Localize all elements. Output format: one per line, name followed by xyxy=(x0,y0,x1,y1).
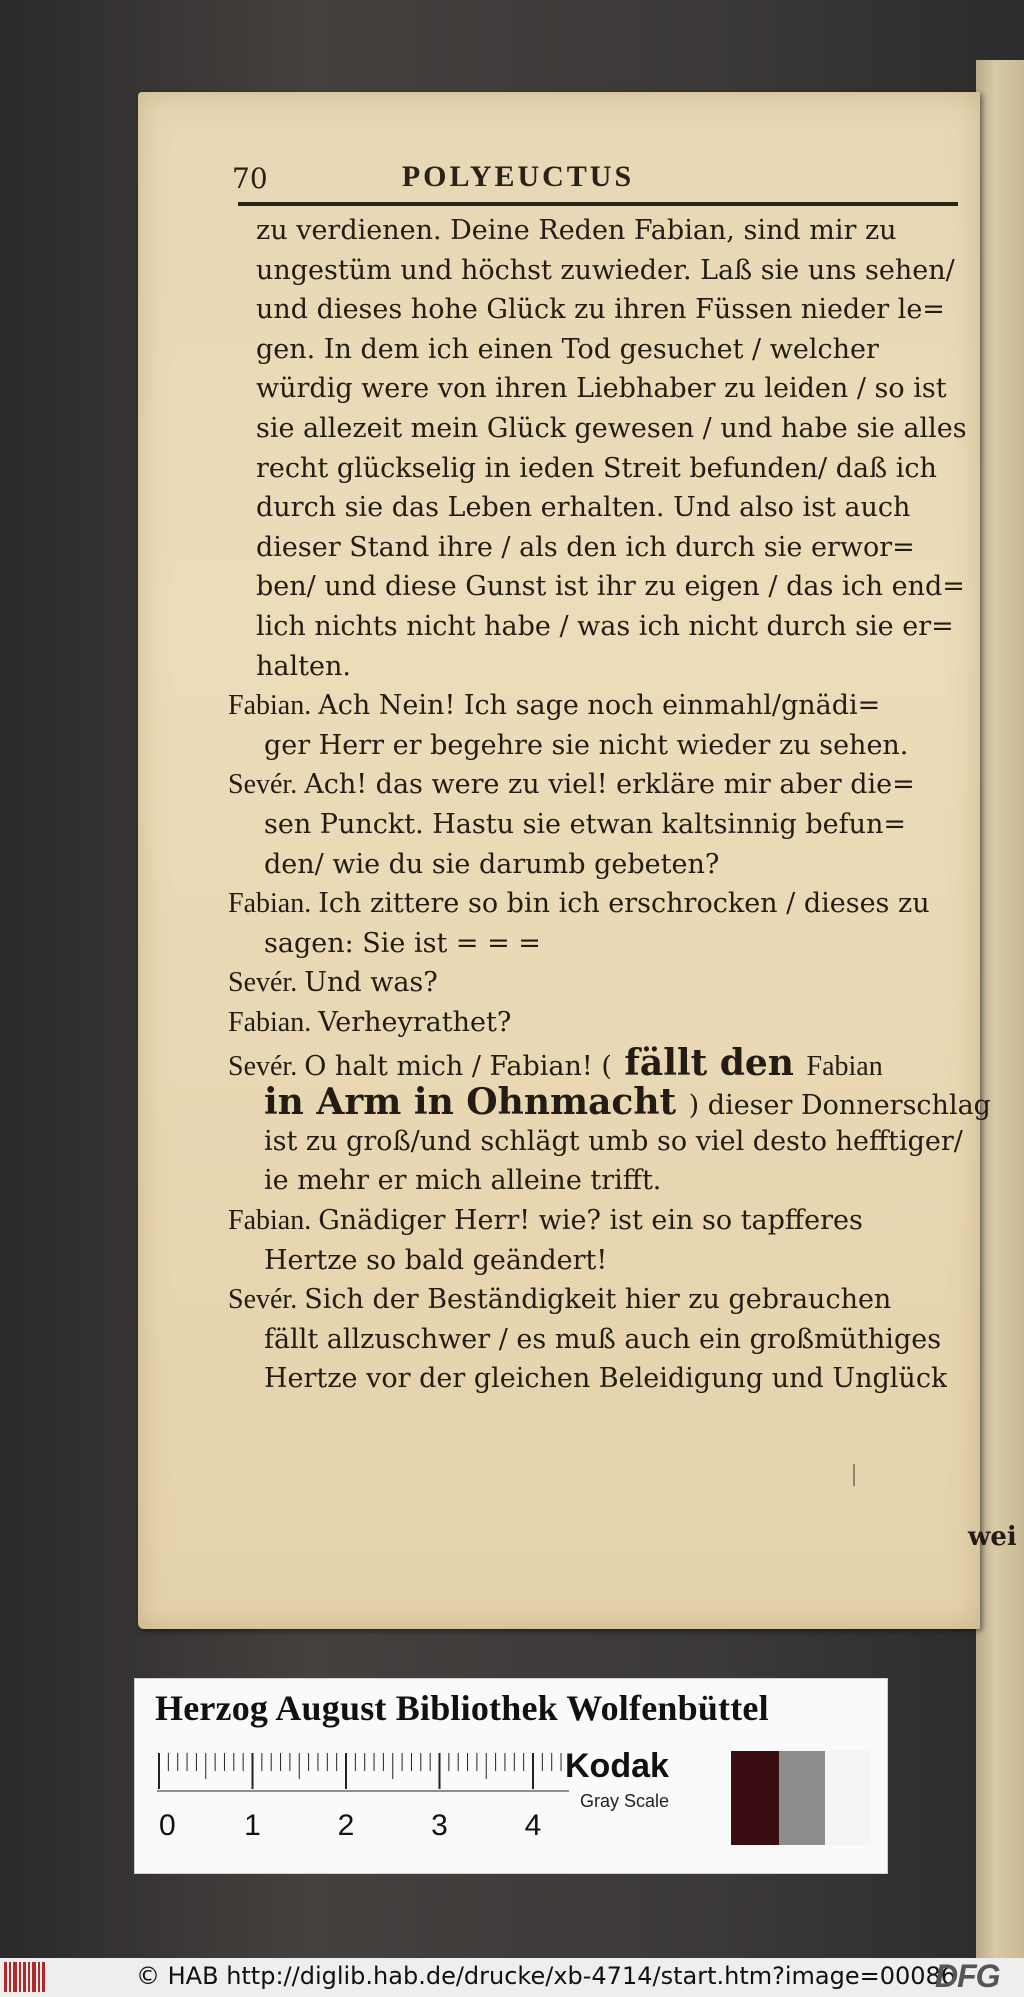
text-line xyxy=(256,529,915,569)
text-line xyxy=(228,766,915,806)
text-line xyxy=(228,964,438,1004)
text-line xyxy=(264,1123,963,1163)
next-page-edge xyxy=(976,60,1024,1960)
line-text: und dieses hohe Glück zu ihren Füssen nieder le= xyxy=(256,294,945,326)
line-text: ie mehr er mich alleine trifft. xyxy=(264,1165,662,1197)
line-text: halten. xyxy=(256,650,351,682)
line-text: Gnädiger Herr! wie? ist ein so tapfferes xyxy=(318,1205,863,1236)
gray-scale-label: Gray Scale xyxy=(580,1791,670,1811)
line-text: den/ wie du sie darumb gebeten? xyxy=(264,848,720,880)
line-text: ungestüm und höchst zuwieder. Laß sie uns sehen/ xyxy=(256,254,955,286)
speaker-name: Fabian. xyxy=(228,888,319,920)
stage-direction-name: Fabian xyxy=(806,1050,883,1082)
library-name: Herzog August Bibliothek Wolfenbüttel xyxy=(155,1688,769,1728)
line-text: Ach Nein! Ich sage noch einmahl/gnädi= xyxy=(318,690,881,722)
speaker-name: Fabian. xyxy=(228,1007,319,1038)
text-line xyxy=(228,1044,883,1084)
ruler-label: 3 xyxy=(431,1809,448,1842)
text-line xyxy=(264,1360,947,1400)
text-line xyxy=(256,608,954,648)
text-line xyxy=(256,410,967,450)
speaker-name: Sevér. xyxy=(228,769,305,801)
text-line xyxy=(256,450,937,490)
line-text: Sich der Beständigkeit hier zu gebrauchen xyxy=(304,1284,892,1316)
text-line xyxy=(256,212,897,252)
line-text: ger Herr er begehre sie nicht wieder zu sehen. xyxy=(264,729,909,761)
line-text: Ich zittere so bin ich erschrocken / dieses zu xyxy=(318,888,930,920)
text-line xyxy=(264,1162,661,1202)
stage-direction: fällt den xyxy=(611,1043,807,1084)
patch-black xyxy=(731,1751,779,1845)
text-line xyxy=(228,1281,891,1321)
line-text: Hertze vor der gleichen Beleidigung und Unglück xyxy=(264,1363,948,1395)
line-text: sen Punckt. Hastu sie etwan kaltsinnig befun= xyxy=(264,809,907,840)
stage-direction: in Arm in Ohnmacht xyxy=(264,1083,689,1124)
speaker-name: Sevér. xyxy=(228,967,305,999)
speaker-name: Sevér. xyxy=(228,1284,305,1316)
dfg-logo: DFG xyxy=(935,1958,1000,1994)
text-line xyxy=(256,252,955,292)
line-text: sie allezeit mein Glück gewesen / und habe sie alles xyxy=(256,413,967,444)
page-number: 70 xyxy=(232,162,268,195)
ruler-label: 0 xyxy=(159,1809,176,1842)
text-line xyxy=(256,291,945,331)
text-line xyxy=(228,885,930,925)
text-line xyxy=(264,727,908,767)
line-text: Und was? xyxy=(304,967,438,999)
catchword: wei xyxy=(968,1522,1017,1552)
header-rule xyxy=(238,202,958,206)
text-line xyxy=(256,370,947,410)
text-line xyxy=(264,806,906,846)
line-text: ) dieser Donnerschlag xyxy=(688,1090,991,1122)
text-line xyxy=(228,687,880,727)
line-text: dieser Stand ihre / als den ich durch sie erwor= xyxy=(256,531,915,563)
scale-ruler xyxy=(153,1749,573,1859)
patch-gray xyxy=(779,1751,825,1845)
line-text: gen. In dem ich einen Tod gesuchet / welcher xyxy=(256,333,879,365)
line-text: würdig were von ihren Liebhaber zu leiden / so ist xyxy=(256,373,947,405)
speaker-name: Fabian. xyxy=(228,1205,319,1236)
line-text: Ach! das were zu viel! erkläre mir aber die= xyxy=(304,769,915,801)
pencil-mark xyxy=(853,1464,855,1486)
speaker-name: Fabian. xyxy=(228,690,319,722)
line-text: ist zu groß/und schlägt umb so viel desto hefftiger/ xyxy=(264,1125,963,1157)
line-text: lich nichts nicht habe / was ich nicht durch sie er= xyxy=(256,611,954,642)
barcode-icon xyxy=(4,1962,48,1992)
patch-white xyxy=(825,1751,871,1845)
text-line xyxy=(264,1321,941,1361)
line-text: ben/ und diese Gunst ist ihr zu eigen / das ich end= xyxy=(256,571,965,603)
line-text: recht glückselig in ieden Streit befunden/ daß ich xyxy=(256,452,937,484)
text-line xyxy=(256,331,879,371)
line-text: zu verdienen. Deine Reden Fabian, sind mir zu xyxy=(256,215,897,246)
speaker-name: Sevér. xyxy=(228,1050,305,1082)
credit-link[interactable]: © HAB http://diglib.hab.de/drucke/xb-4714/start.htm?image=00086 xyxy=(136,1962,957,1990)
ruler-label: 1 xyxy=(244,1809,261,1842)
line-text: O halt mich / Fabian! ( xyxy=(304,1050,612,1082)
book-page xyxy=(138,92,1017,1629)
line-text: Hertze so bald geändert! xyxy=(264,1244,608,1276)
text-line xyxy=(264,846,719,886)
line-text: fällt allzuschwer / es muß auch ein großmüthiges xyxy=(264,1323,942,1355)
line-text: Verheyrathet? xyxy=(318,1007,512,1038)
text-line xyxy=(264,1083,991,1123)
running-head: POLYEUCTUS xyxy=(401,160,635,193)
line-text: durch sie das Leben erhalten. Und also ist auch xyxy=(256,492,911,524)
gray-scale-patches xyxy=(731,1751,871,1845)
text-line xyxy=(228,1004,511,1044)
footer-bar xyxy=(0,1958,1024,1997)
ruler-label: 4 xyxy=(524,1809,542,1842)
text-line xyxy=(228,1202,863,1242)
text-line xyxy=(264,925,541,965)
kodak-logo: Kodak xyxy=(565,1747,669,1785)
line-text: sagen: Sie ist = = = xyxy=(264,927,541,959)
ruler-label: 2 xyxy=(337,1809,355,1842)
text-line xyxy=(256,648,351,688)
text-line xyxy=(256,568,965,608)
color-target-card xyxy=(134,1678,888,1874)
text-line xyxy=(256,489,910,529)
text-line xyxy=(264,1242,607,1282)
